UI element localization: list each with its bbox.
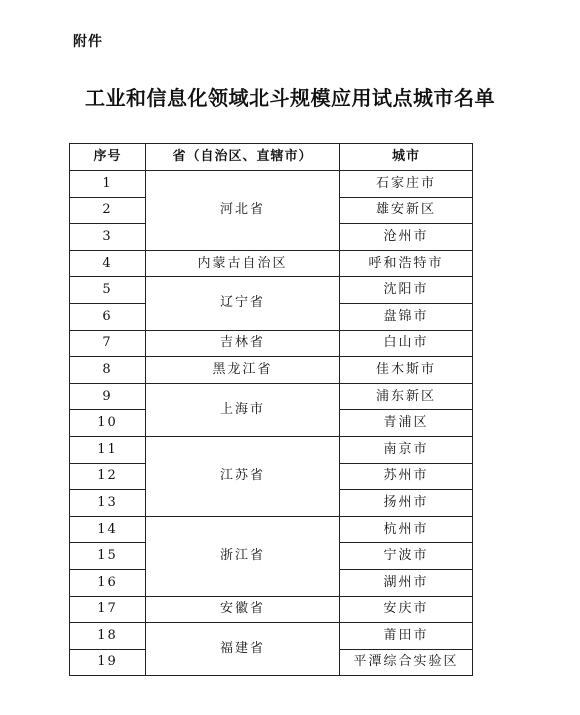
- province-cell: 上海市: [146, 383, 340, 436]
- attachment-label: 附件: [73, 34, 103, 50]
- city-cell: 青浦区: [340, 410, 473, 437]
- table-row: [70, 516, 473, 543]
- city-cell: 安庆市: [340, 596, 473, 623]
- row-number: 1: [70, 171, 146, 198]
- row-number: 8: [70, 357, 146, 384]
- city-cell: 扬州市: [340, 490, 473, 517]
- city-cell: 佳木斯市: [340, 357, 473, 384]
- city-cell: 盘锦市: [340, 303, 473, 330]
- city-cell: 平潭综合实验区: [340, 649, 473, 676]
- row-number: 13: [70, 490, 146, 517]
- table-row: [70, 357, 473, 384]
- province-cell: 辽宁省: [146, 277, 340, 330]
- row-number: 7: [70, 330, 146, 357]
- province-cell: 河北省: [146, 171, 340, 251]
- row-number: 19: [70, 649, 146, 676]
- table-row: [70, 436, 473, 463]
- province-cell: 黑龙江省: [146, 357, 340, 384]
- table-row: [70, 383, 473, 410]
- pilot-city-table: [69, 143, 473, 676]
- column-header-province: 省（自治区、直辖市）: [146, 144, 340, 171]
- row-number: 6: [70, 303, 146, 330]
- province-cell: 安徽省: [146, 596, 340, 623]
- table-row: [70, 250, 473, 277]
- city-cell: 雄安新区: [340, 197, 473, 224]
- province-cell: 内蒙古自治区: [146, 250, 340, 277]
- row-number: 16: [70, 569, 146, 596]
- table-row: [70, 623, 473, 650]
- row-number: 17: [70, 596, 146, 623]
- row-number: 9: [70, 383, 146, 410]
- row-number: 15: [70, 543, 146, 570]
- table-header-row: [70, 144, 473, 171]
- table-row: [70, 171, 473, 198]
- province-cell: 吉林省: [146, 330, 340, 357]
- city-cell: 杭州市: [340, 516, 473, 543]
- table-row: [70, 596, 473, 623]
- city-cell: 沧州市: [340, 224, 473, 251]
- row-number: 10: [70, 410, 146, 437]
- column-header-number: 序号: [70, 144, 146, 171]
- row-number: 4: [70, 250, 146, 277]
- row-number: 3: [70, 224, 146, 251]
- column-header-city: 城市: [340, 144, 473, 171]
- city-cell: 白山市: [340, 330, 473, 357]
- province-cell: 浙江省: [146, 516, 340, 596]
- city-cell: 浦东新区: [340, 383, 473, 410]
- row-number: 18: [70, 623, 146, 650]
- row-number: 14: [70, 516, 146, 543]
- row-number: 11: [70, 436, 146, 463]
- table-row: [70, 277, 473, 304]
- city-cell: 苏州市: [340, 463, 473, 490]
- province-cell: 江苏省: [146, 436, 340, 516]
- city-cell: 宁波市: [340, 543, 473, 570]
- city-cell: 莆田市: [340, 623, 473, 650]
- city-cell: 呼和浩特市: [340, 250, 473, 277]
- city-cell: 湖州市: [340, 569, 473, 596]
- city-cell: 石家庄市: [340, 171, 473, 198]
- row-number: 5: [70, 277, 146, 304]
- city-cell: 南京市: [340, 436, 473, 463]
- document-title: 工业和信息化领域北斗规模应用试点城市名单: [85, 86, 495, 110]
- row-number: 2: [70, 197, 146, 224]
- province-cell: 福建省: [146, 623, 340, 676]
- row-number: 12: [70, 463, 146, 490]
- table-row: [70, 330, 473, 357]
- city-cell: 沈阳市: [340, 277, 473, 304]
